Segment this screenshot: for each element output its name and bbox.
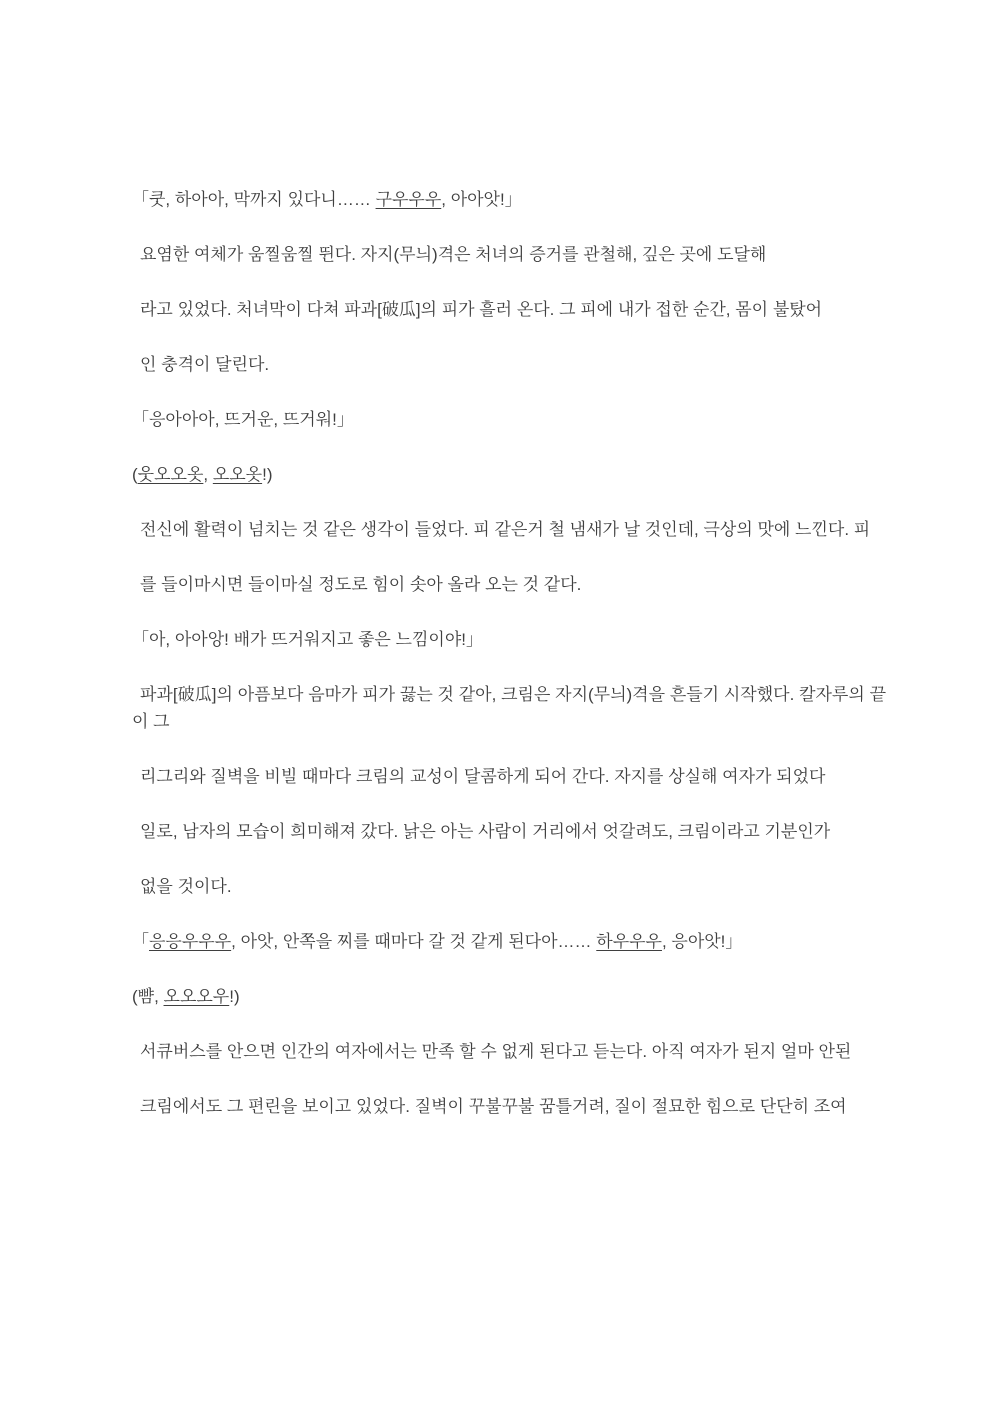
paragraph-narration xyxy=(132,763,886,790)
text-segment: 라고 있었다. 처녀막이 다쳐 파과[破瓜]의 피가 흘러 온다. 그 피에 내가 접한 순간, 몸이 불탔어 xyxy=(140,300,823,319)
paragraph-narration xyxy=(132,873,886,900)
paragraph-narration xyxy=(132,681,886,735)
text-segment: 전신에 활력이 넘치는 것 같은 생각이 들었다. 피 같은거 철 냄새가 날 것인데, 극상의 맛에 느낀다. 피 xyxy=(140,520,871,539)
text-segment: (뺨, xyxy=(132,987,164,1006)
paragraph-dialogue xyxy=(132,928,886,955)
underlined-onomatopoeia: 응응우우우 xyxy=(149,932,232,951)
paragraph-narration xyxy=(132,351,886,378)
text-segment: 없을 것이다. xyxy=(140,877,232,896)
text-segment: 크림에서도 그 편린을 보이고 있었다. 질벽이 꾸불꾸불 꿈틀거려, 질이 절묘한 힘으로 단단히 조여 xyxy=(140,1097,847,1116)
text-segment: 서큐버스를 안으면 인간의 여자에서는 만족 할 수 없게 된다고 듣는다. 아직 여자가 된지 얼마 안된 xyxy=(140,1042,852,1061)
text-segment: , 아앗, 안쪽을 찌를 때마다 갈 것 같게 된다아…… xyxy=(231,932,597,951)
underlined-onomatopoeia: 웃오오옷 xyxy=(137,465,204,484)
paragraph-dialogue xyxy=(132,186,886,213)
text-segment: 「아, 아아앙! 배가 뜨거워지고 좋은 느낌이야!」 xyxy=(132,630,483,649)
paragraph-dialogue xyxy=(132,626,886,653)
underlined-onomatopoeia: 하우우우 xyxy=(596,932,662,951)
text-segment: 「응아아아, 뜨거운, 뜨거워!」 xyxy=(132,410,354,429)
text-segment: !) xyxy=(229,987,240,1006)
text-segment: 요염한 여체가 움찔움찔 뛴다. 자지(무늬)격은 처녀의 증거를 관철해, 깊은 곳에 도달해 xyxy=(140,245,767,264)
underlined-onomatopoeia: 오오오우 xyxy=(163,987,230,1006)
paragraph-dialogue xyxy=(132,406,886,433)
text-segment: 를 들이마시면 들이마실 정도로 힘이 솟아 올라 오는 것 같다. xyxy=(140,575,582,594)
paragraph-narration xyxy=(132,571,886,598)
underlined-onomatopoeia: 구우우우 xyxy=(375,190,442,209)
paragraph-narration xyxy=(132,818,886,845)
text-segment: 인 충격이 달린다. xyxy=(140,355,270,374)
paragraph-narration xyxy=(132,516,886,543)
text-segment: 파과[破瓜]의 아픔보다 음마가 피가 끓는 것 같아, 크림은 자지(무늬)격을 흔들기 시작했다. 칼자루의 끝이 그 xyxy=(132,685,886,731)
paragraph-narration xyxy=(132,1038,886,1065)
text-segment: , 응아앗!」 xyxy=(661,932,743,951)
paragraph-narration xyxy=(132,296,886,323)
text-segment: !) xyxy=(262,465,273,484)
paragraph-narration xyxy=(132,241,886,268)
text-segment: 「 xyxy=(132,932,149,951)
text-segment: , xyxy=(203,465,213,484)
text-segment: 리그리와 질벽을 비빌 때마다 크림의 교성이 달콤하게 되어 간다. 자지를 상실해 여자가 되었다 xyxy=(140,767,826,786)
paragraph-sfx xyxy=(132,461,886,488)
paragraph-sfx xyxy=(132,983,886,1010)
text-segment: 일로, 남자의 모습이 희미해져 갔다. 낡은 아는 사람이 거리에서 엇갈려도, 크림이라고 기분인가 xyxy=(140,822,831,841)
text-segment: , 아아앗!」 xyxy=(441,190,522,209)
text-segment: 「쿳, 하아아, 막까지 있다니…… xyxy=(132,190,376,209)
paragraph-narration xyxy=(132,1093,886,1120)
text-segment: ( xyxy=(132,465,138,484)
underlined-onomatopoeia: 오오옷 xyxy=(212,465,263,484)
